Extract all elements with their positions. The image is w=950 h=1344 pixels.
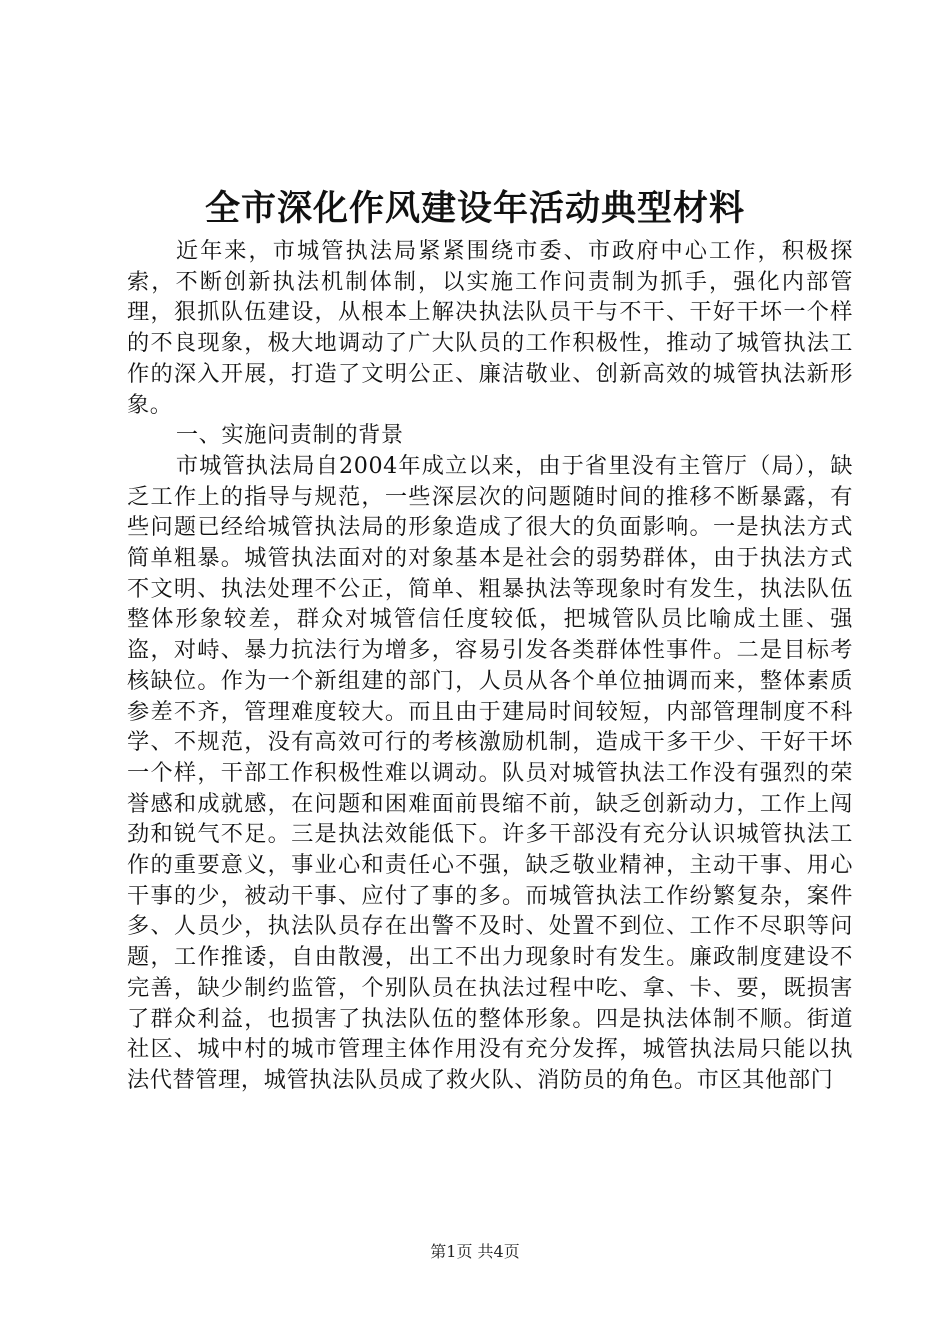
intro-paragraph: 近年来，市城管执法局紧紧围绕市委、市政府中心工作，积极探索，不断创新执法机制体制，以实施工作问责制为抓手，强化内部管理，狠抓队伍建设，从根本上解决执法队员干与不干、干好干坏一个样的不良现象，极大地调动了广大队员的工作积极性，推动了城管执法工作的深入开展，打造了文明公正、廉洁敬业、创新高效的城管执法新形象。: [127, 238, 853, 418]
section-heading: 一、实施问责制的背景: [175, 422, 404, 449]
section-paragraph: 市城管执法局自2004年成立以来，由于省里没有主管厅（局），缺乏工作上的指导与规范，一些深层次的问题随时间的推移不断暴露，有些问题已经给城管执法局的形象造成了很大的负面影响。一是执法方式简单粗暴。城管执法面对的对象基本是社会的弱势群体，由于执法方式不文明、执法处理不公正，简单、粗暴执法等现象时有发生，执法队伍整体形象较差，群众对城管信任度较低，把城管队员比喻成土匪、强盗，对峙、暴力抗法行为增多，容易引发各类群体性事件。二是目标考核缺位。作为一个新组建的部门，人员从各个单位抽调而来，整体素质参差不齐，管理难度较大。而且由于建局时间较短，内部管理制度不科学、不规范，没有高效可行的考核激励机制，造成干多干少、干好干坏一个样，干部工作积极性难以调动。队员对城管执法工作没有强烈的荣誉感和成就感，在问题和困难面前畏缩不前，缺乏创新动力，工作上闯劲和锐气不足。三是执法效能低下。许多干部没有充分认识城管执法工作的重要意义，事业心和责任心不强，缺乏敬业精神，主动干事、用心干事的少，被动干事、应付了事的多。而城管执法工作纷繁复杂，案件多、人员少，执法队员存在出警不及时、处置不到位、工作不尽职等问题，工作推诿，自由散漫，出工不出力现象时有发生。廉政制度建设不完善，缺少制约监管，个别队员在执法过程中吃、拿、卡、要，既损害了群众利益，也损害了执法队伍的整体形象。四是执法体制不顺。街道社区、城中村的城市管理主体作用没有充分发挥，城管执法局只能以执法代替管理，城管执法队员成了救火队、消防员的角色。市区其他部门: [127, 452, 853, 1093]
page-title: 全市深化作风建设年活动典型材料: [204, 188, 745, 229]
page-number-footer: 第1页 共4页: [430, 1242, 520, 1261]
document-body: [127, 236, 853, 1096]
